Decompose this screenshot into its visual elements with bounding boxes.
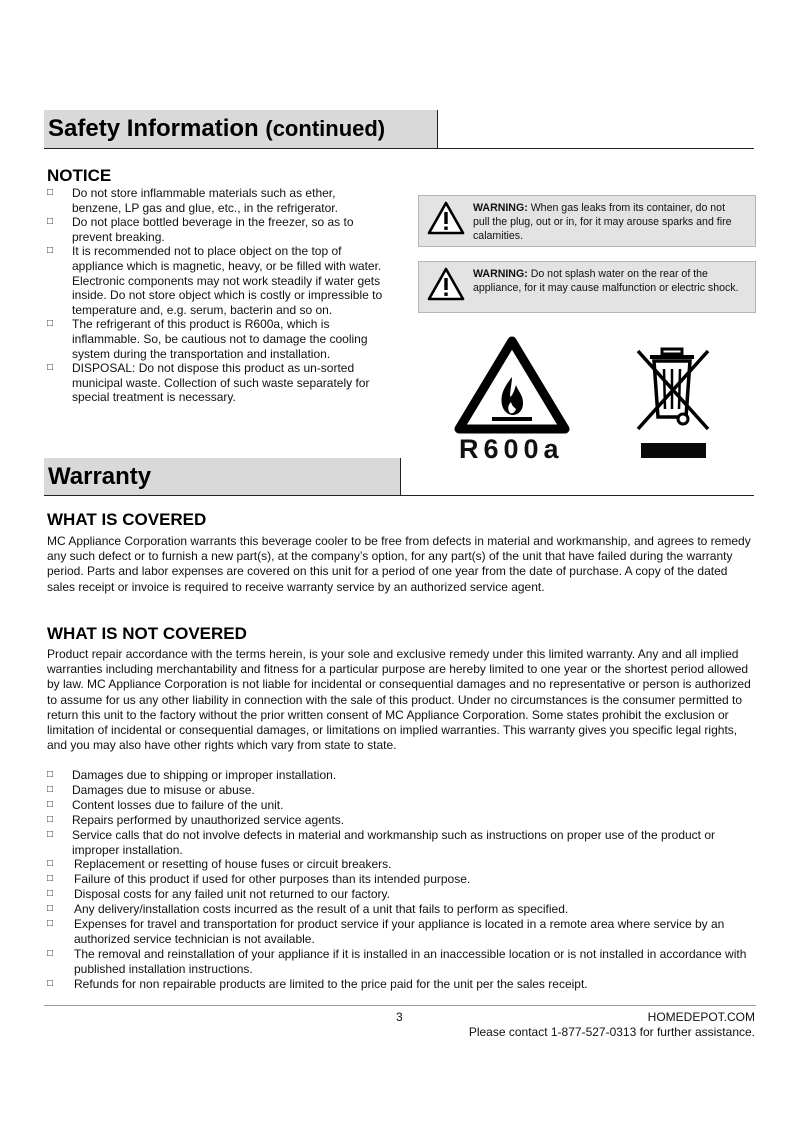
safety-header-divider xyxy=(437,110,438,148)
not-covered-item-text: The removal and reinstallation of your appliance if it is installed in an inaccessible location or is not installed in accordance with published installation instructions. xyxy=(74,946,747,976)
checkbox-icon: □ xyxy=(47,918,54,930)
checkbox-icon: □ xyxy=(47,245,54,257)
warning-triangle-icon xyxy=(427,267,465,301)
list-item xyxy=(47,768,757,783)
not-covered-item-text: Service calls that do not involve defects in material and workmanship such as instructions on proper use of the product or improper installation. xyxy=(72,827,716,857)
warning-body: When gas leaks from its container, do not pull the plug, out or in, for it may arouse sparks and fire calamities. xyxy=(473,202,732,243)
checkbox-icon: □ xyxy=(47,362,54,374)
not-covered-heading: WHAT IS NOT COVERED xyxy=(47,624,247,643)
footer-rule xyxy=(44,1005,756,1006)
checkbox-icon: □ xyxy=(47,977,54,989)
not-covered-item-text: Damages due to misuse or abuse. xyxy=(72,782,255,797)
crossed-out-bin-icon xyxy=(632,345,714,433)
list-item xyxy=(47,798,757,813)
safety-section-header xyxy=(44,110,437,148)
list-item xyxy=(47,828,757,858)
safety-title-suffix: (continued) xyxy=(265,116,386,141)
warning-triangle-icon xyxy=(427,201,465,235)
warning-box-water-splash xyxy=(418,261,756,313)
list-item xyxy=(47,186,383,215)
warning-label: WARNING: xyxy=(473,268,528,280)
warning-box-gas-leak xyxy=(418,195,756,247)
warning-body: Do not splash water on the rear of the appliance, for it may cause malfunction or electric shock. xyxy=(473,268,739,295)
notice-item-text: DISPOSAL: Do not dispose this product as un-sorted municipal waste. Collection of such waste separately for special treatment is necessary. xyxy=(72,361,370,405)
checkbox-icon: □ xyxy=(47,828,54,840)
checkbox-icon: □ xyxy=(47,888,54,900)
warranty-header-rule xyxy=(44,495,754,496)
checkbox-icon: □ xyxy=(47,783,54,795)
warning-text xyxy=(473,201,743,244)
warranty-title: Warranty xyxy=(48,463,152,490)
list-item xyxy=(47,361,383,405)
checkbox-icon: □ xyxy=(47,858,54,870)
warranty-header-divider xyxy=(400,458,401,495)
warranty-section-header xyxy=(44,458,400,495)
list-item xyxy=(47,947,757,977)
refrigerant-label: R600a xyxy=(459,434,564,464)
warning-text xyxy=(473,267,743,295)
checkbox-icon: □ xyxy=(47,903,54,915)
notice-item-text: Do not place bottled beverage in the freezer, so as to prevent breaking. xyxy=(72,215,354,244)
weee-bar xyxy=(641,443,706,458)
not-covered-item-text: Repairs performed by unauthorized service agents. xyxy=(72,812,345,827)
safety-title: Safety Information xyxy=(48,115,259,142)
list-item xyxy=(47,872,757,887)
not-covered-item-text: Failure of this product if used for other purposes than its intended purpose. xyxy=(74,872,471,887)
not-covered-item-text: Damages due to shipping or improper installation. xyxy=(72,768,337,782)
not-covered-item-text: Expenses for travel and transportation for product service if your appliance is located in a remote area where service by an authorized service technician is not available. xyxy=(74,917,725,946)
notice-list xyxy=(47,186,383,405)
notice-item-text: It is recommended not to place object on the top of appliance which is magnetic, heavy, or be filled with water. Electronic components may not work steadily if water gets inside. Do not store object which is costly or impressible to temperature and, e.g. serum, bacterin and so on. xyxy=(72,244,383,317)
checkbox-icon: □ xyxy=(47,798,54,810)
flammable-refrigerant-icon xyxy=(452,335,572,435)
list-item xyxy=(47,887,757,902)
list-item xyxy=(47,783,757,798)
not-covered-item-text: Content losses due to failure of the unit. xyxy=(72,797,284,812)
not-covered-item-text: Refunds for non repairable products are limited to the price paid for the unit per the sales receipt. xyxy=(74,976,588,991)
checkbox-icon: □ xyxy=(47,216,54,228)
notice-item-text: The refrigerant of this product is R600a, which is inflammable. So, be cautious not to damage the cooling system during the transportation and installation. xyxy=(72,317,368,361)
checkbox-icon: □ xyxy=(47,318,54,330)
covered-heading: WHAT IS COVERED xyxy=(47,510,207,529)
not-covered-item-text: Replacement or resetting of house fuses or circuit breakers. xyxy=(74,857,392,872)
not-covered-list xyxy=(47,768,757,992)
footer-contact: Please contact 1-877-527-0313 for further assistance. xyxy=(468,1025,755,1039)
checkbox-icon: □ xyxy=(47,769,54,780)
not-covered-text: Product repair accordance with the terms herein, is your sole and exclusive remedy under this limited warranty. Any and all implied warranties including merchantability and fitness for a particular purpose are hereby limited to one year or the shortest period allowed by law. MC Appliance Corporation is not liable for incidental or consequential damages and no representative or person is authorized to assume for us any other liability in connection with the sale of this product. Under no circumstances is the consumer permitted to return this unit to the factory without the prior written consent of MC Appliance Corporation. Some states prohibit the exclusion or limitation of incidental or consequential damages, or limitations on implied warranties. This warranty gives you specific legal rights, and you may also have other rights which vary from state to state. xyxy=(47,647,751,753)
list-item xyxy=(47,317,383,361)
checkbox-icon: □ xyxy=(47,813,54,825)
notice-heading: NOTICE xyxy=(47,166,112,185)
list-item xyxy=(47,977,757,992)
checkbox-icon: □ xyxy=(47,873,54,885)
list-item xyxy=(47,917,757,947)
safety-header-rule xyxy=(44,148,754,149)
not-covered-item-text: Disposal costs for any failed unit not returned to our factory. xyxy=(74,887,390,902)
warning-label: WARNING: xyxy=(473,202,528,214)
footer-site: HOMEDEPOT.COM xyxy=(647,1010,755,1024)
list-item xyxy=(47,857,757,872)
safety-title-wrap xyxy=(48,115,385,143)
covered-text: MC Appliance Corporation warrants this beverage cooler to be free from defects in material and workmanship, and agrees to remedy any such defect or to furnish a new part(s), at the company’s option, for any part(s) of the unit that have failed during the warranty period. Parts and labor expenses are covered on this unit for a period of one year from the date of purchase. A copy of the dated sales receipt or invoice is required to receive warranty service by an authorized service agent. xyxy=(47,534,751,594)
list-item xyxy=(47,244,383,317)
not-covered-item-text: Any delivery/installation costs incurred as the result of a unit that fails to perform as specified. xyxy=(74,902,569,917)
page-number: 3 xyxy=(396,1010,403,1024)
checkbox-icon: □ xyxy=(47,947,54,959)
list-item xyxy=(47,813,757,828)
list-item xyxy=(47,215,383,244)
list-item xyxy=(47,902,757,917)
notice-item-text: Do not store inflammable materials such as ether, benzene, LP gas and glue, etc., in the refrigerator. xyxy=(72,186,338,215)
checkbox-icon: □ xyxy=(47,187,54,198)
